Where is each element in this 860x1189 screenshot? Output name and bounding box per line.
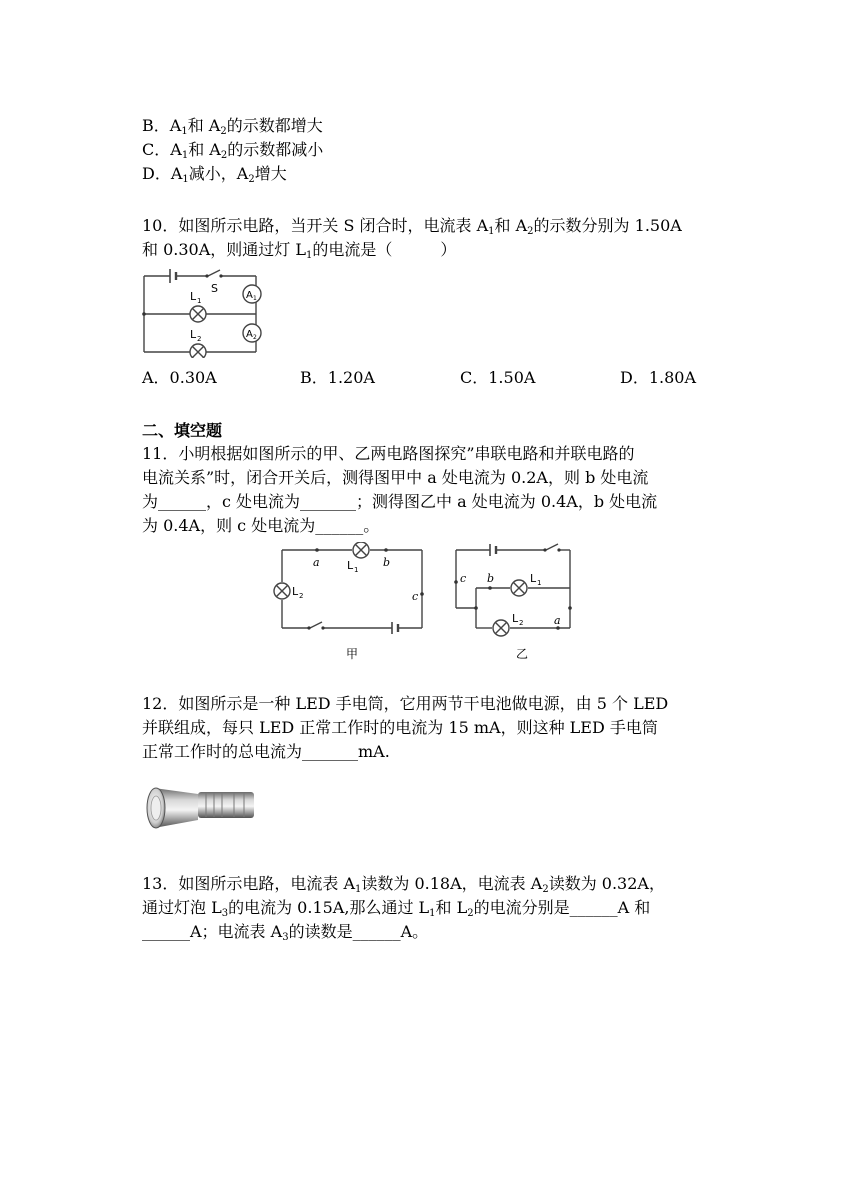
- q10-option-d: D．1.80A: [620, 368, 697, 387]
- q11-circuit-jia: [268, 542, 434, 664]
- q10-text-line2: 和 0.30A，则通过灯 $L_1$的电流是（ ）: [142, 240, 457, 261]
- q11-line1: 11．小明根据如图所示的甲、乙两电路图探究”串联电路和并联电路的: [142, 444, 635, 463]
- flashlight-image: [140, 776, 264, 836]
- svg-text:L: L: [190, 290, 197, 303]
- svg-text:A: A: [246, 329, 253, 340]
- svg-text:a: a: [554, 614, 561, 627]
- svg-text:1: 1: [537, 579, 542, 587]
- q10-option-b: B．1.20A: [300, 368, 375, 387]
- q11-line2: 电流关系”时，闭合开关后，测得图甲中 a 处电流为 0.2A，则 b 处电流: [142, 468, 649, 487]
- svg-text:2: 2: [519, 619, 524, 627]
- svg-text:L: L: [347, 559, 354, 572]
- svg-text:S: S: [211, 282, 218, 295]
- svg-text:L: L: [292, 585, 299, 598]
- svg-text:甲: 甲: [346, 647, 359, 661]
- option-d: D．$A_1$减小，$A_2$增大: [142, 164, 287, 185]
- q10-option-c: C．1.50A: [460, 368, 536, 387]
- q11-line4: 为 0.4A，则 c 处电流为______。: [142, 516, 380, 535]
- svg-text:乙: 乙: [516, 647, 529, 661]
- q13-line3: ______A；电流表 $A_3$的读数是______A。: [142, 922, 429, 943]
- svg-text:a: a: [313, 556, 320, 569]
- svg-text:A: A: [246, 290, 253, 301]
- q11-line3: 为______，c 处电流为_______；测得图乙中 a 处电流为 0.4A，b 处电流: [142, 492, 658, 511]
- q10-text-line1: 10．如图所示电路，当开关 S 闭合时，电流表 $A_1$和 $A_2$的示数分别为 1.50A: [142, 216, 682, 237]
- option-b: B．$A_1$和 $A_2$的示数都增大: [142, 116, 323, 137]
- svg-text:1: 1: [354, 566, 359, 574]
- section-title: 二、填空题: [142, 421, 223, 440]
- svg-text:c: c: [460, 572, 467, 585]
- q10-circuit-diagram: [138, 262, 270, 358]
- svg-text:c: c: [412, 590, 419, 603]
- q11-circuit-yi: [446, 542, 586, 664]
- q12-line3: 正常工作时的总电流为_______mA.: [142, 742, 390, 761]
- svg-text:L: L: [512, 612, 519, 625]
- svg-text:L: L: [530, 572, 537, 585]
- svg-text:2: 2: [197, 335, 202, 343]
- q10-option-a: A．0.30A: [142, 368, 217, 387]
- svg-text:1: 1: [197, 297, 202, 305]
- svg-text:2: 2: [253, 334, 257, 341]
- q12-line1: 12．如图所示是一种 LED 手电筒，它用两节干电池做电源，由 5 个 LED: [142, 694, 669, 713]
- svg-text:L: L: [190, 328, 197, 341]
- q12-line2: 并联组成，每只 LED 正常工作时的电流为 15 mA，则这种 LED 手电筒: [142, 718, 658, 737]
- q13-line2: 通过灯泡 $L_3$的电流为 0.15A,那么通过 $L_1$和 $L_2$的电流分别是______A 和: [142, 898, 651, 919]
- option-c: C．$A_1$和 $A_2$的示数都减小: [142, 140, 324, 161]
- svg-text:b: b: [383, 556, 391, 569]
- svg-text:2: 2: [299, 592, 304, 600]
- svg-text:1: 1: [253, 295, 257, 302]
- svg-text:b: b: [487, 572, 495, 585]
- q13-line1: 13．如图所示电路，电流表 $A_1$读数为 0.18A，电流表 $A_2$读数为 0.32A，: [142, 874, 665, 895]
